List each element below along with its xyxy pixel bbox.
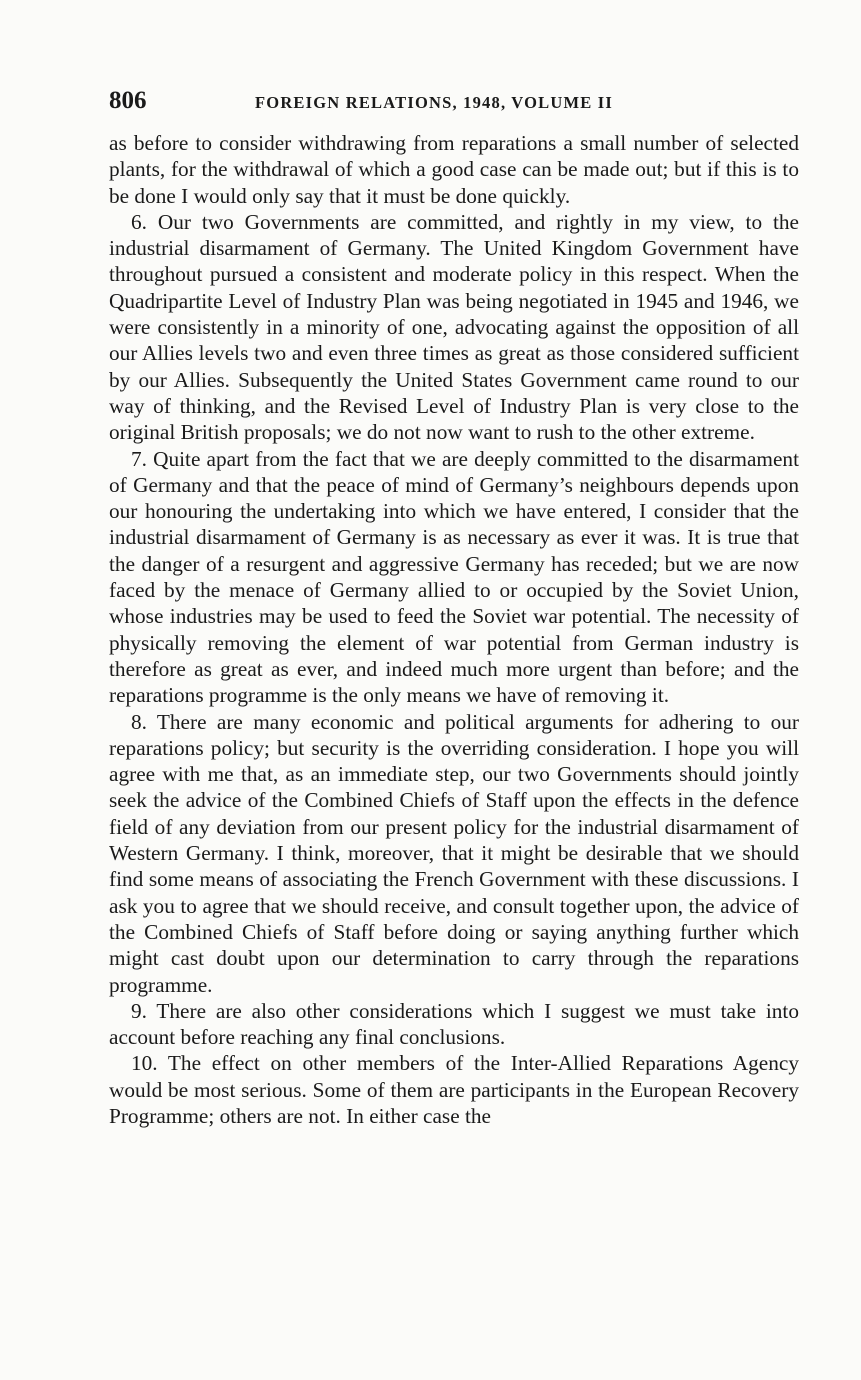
- document-page: [109, 86, 799, 1129]
- page-number: 806: [109, 87, 147, 114]
- running-header-title: FOREIGN RELATIONS, 1948, VOLUME II: [255, 93, 613, 112]
- document-body: [109, 130, 799, 1129]
- paragraph-7: 7. Quite apart from the fact that we are deeply committed to the disarmament of Germany and that the peace of mind of Germany’s neighbours depends upon our honouring the undertaking into which we have entered, I consider that the industrial disarmament of Germany is as necessary as ever it was. It is true that the danger of a resurgent and aggressive Germany has receded; but we are now faced by the menace of Germany allied to or occupied by the Soviet Union, whose industries may be used to feed the Soviet war potential. The necessity of physically removing the element of war potential from German industry is therefore as great as ever, and indeed much more urgent than before; and the reparations programme is the only means we have of removing it.: [109, 446, 799, 708]
- paragraph-6: 6. Our two Governments are committed, and rightly in my view, to the industrial disarmament of Germany. The United Kingdom Government have throughout pursued a consistent and moderate policy in this respect. When the Quadripartite Level of Industry Plan was being negotiated in 1945 and 1946, we were consistently in a minority of one, advocating against the opposition of all our Allies levels two and even three times as great as those considered sufficient by our Allies. Subsequently the United States Government came round to our way of thinking, and the Revised Level of Industry Plan is very close to the original British proposals; we do not now want to rush to the other extreme.: [109, 209, 799, 445]
- paragraph-10: 10. The effect on other members of the Inter-Allied Reparations Agency would be most serious. Some of them are participants in the European Recovery Programme; others are not. In either case the: [109, 1051, 799, 1128]
- paragraph-continuation: as before to consider withdrawing from reparations a small number of selected plants, for the withdrawal of which a good case can be made out; but if this is to be done I would only say that it must be done quickly.: [109, 131, 799, 208]
- paragraph-8: 8. There are many economic and political arguments for adhering to our reparations policy; but security is the overriding consideration. I hope you will agree with me that, as an immediate step, our two Governments should jointly seek the advice of the Combined Chiefs of Staff upon the effects in the defence field of any deviation from our present policy for the industrial disarmament of Western Germany. I think, moreover, that it might be desirable that we should find some means of associating the French Government with these discussions. I ask you to agree that we should receive, and consult together upon, the advice of the Combined Chiefs of Staff before doing or saying anything further which might cast doubt upon our determination to carry through the reparations programme.: [109, 709, 799, 997]
- running-header: [109, 86, 799, 120]
- paragraph-9: 9. There are also other considerations which I suggest we must take into account before reaching any final conclusions.: [109, 998, 799, 1050]
